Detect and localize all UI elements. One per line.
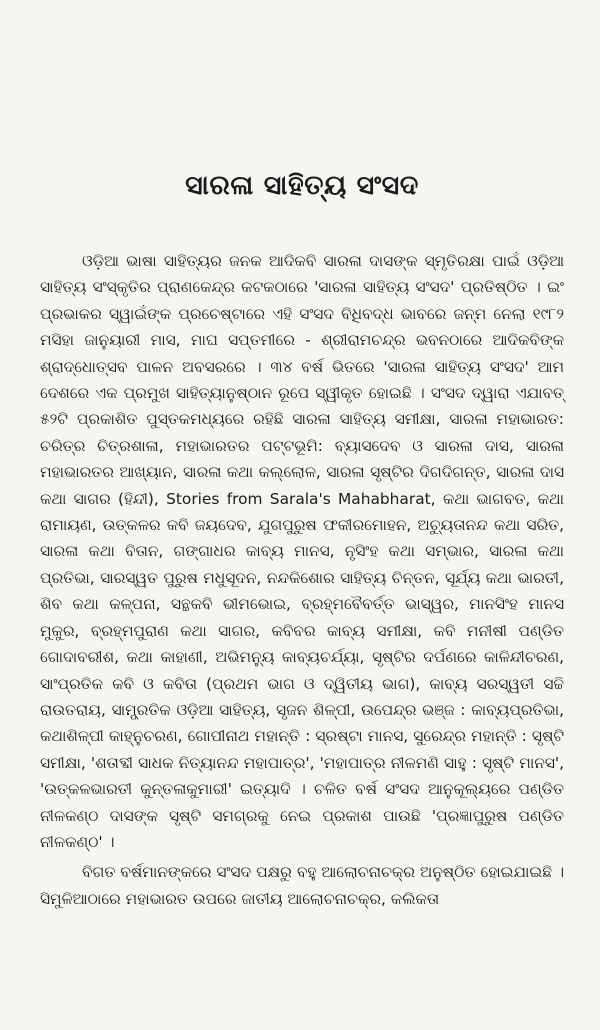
body-text bbox=[40, 248, 564, 912]
chapter-title: ସାରଳା ସାହିତ୍ୟ ସଂସଦ bbox=[185, 170, 419, 201]
paragraph-1: ଓଡ଼ିଆ ଭାଷା ସାହିତ୍ୟର ଜନକ ଆଦିକବି ସାରଳା ଦାସଙ୍କ ସ୍ମୃତିରକ୍ଷା ପାଇଁ ଓଡ଼ିଆ ସାହିତ୍ୟ ସଂସ୍କୃତିର ପ୍ରାଣକେନ୍ଦ୍ର କଟକଠାରେ 'ସାରଳା ସାହିତ୍ୟ ସଂସଦ' ପ୍ରତିଷ୍ଠିତ । ଇଂ ପ୍ରଭାକର ସ୍ୱାଇଁଙ୍କ ପ୍ରଚେଷ୍ଟାରେ ଏହି ସଂସଦ ବିଧିବଦ୍ଧ ଭାବରେ ଜନ୍ମ ନେଲା ୧୯୮୨ ମସିହା ଜାନୁୟାରୀ ମାସ, ମାଘ ସପ୍ତମୀରେ - ଶ୍ରୀରାମଚନ୍ଦ୍ର ଭବନଠାରେ ଆଦିକବିଙ୍କ ଶ୍ରାଦ୍ଧୋତ୍ସବ ପାଳନ ଅବସରରେ । ୩୪ ବର୍ଷ ଭିତରେ 'ସାରଳା ସାହିତ୍ୟ ସଂସଦ' ଆମ ଦେଶରେ ଏକ ପ୍ରମୁଖ ସାହିତ୍ୟାନୁଷ୍ଠାନ ରୂପେ ସ୍ୱୀକୃତ ହୋଇଛି । ସଂସଦ ଦ୍ୱାରା ଏଯାବତ୍ ୫୨ଟି ପ୍ରକାଶିତ ପୁସ୍ତକମଧ୍ୟରେ ରହିଛି ସାରଳା ସାହିତ୍ୟ ସମୀକ୍ଷା, ସାରଳା ମହାଭାରତ: ଚରିତ୍ର ଚିତ୍ରଶାଳା, ମହାଭାରତର ପଟ୍ଟଭୂମି: ବ୍ୟାସଦେବ ଓ ସାରଳା ଦାସ, ସାରଳା ମହାଭାରତର ଆଖ୍ୟାନ, ସାରଳା କଥା କଲ୍ଲୋଳ, ସାରଳା ସୃଷ୍ଟିର ଦିଗଦିଗନ୍ତ, ସାରଳା ଦାସ କଥା ସାଗର (ହିନ୍ଦୀ), Stories from Sarala's Mahabharat, କଥା ଭାଗବତ, କଥା ରାମାୟଣ, ଉତ୍କଳର କବି ଜୟଦେବ, ଯୁଗପୁରୁଷ ଫକୀରମୋହନ, ଅଚ୍ୟୁତାନନ୍ଦ କଥା ସରିତ, ସାରଳା କଥା ବିତାନ, ଗଙ୍ଗାଧର କାବ୍ୟ ମାନସ, ନୃସିଂହ କଥା ସମ୍ଭାର, ସାରଳା କଥା ପ୍ରତିଭା, ସାରସ୍ୱତ ପୁରୁଷ ମଧୁସୂଦନ, ନନ୍ଦକିଶୋର ସାହିତ୍ୟ ଚିନ୍ତନ, ସୂର୍ଯ୍ୟ କଥା ଭାରତୀ, ଶିବ କଥା କଳ୍ପନା, ସନ୍ଥକବି ଭୀମଭୋଇ, ବ୍ରହ୍ମବୈବର୍ତ୍ତ ଭାସ୍ୱର, ମାନସିଂହ ମାନସ ମୁକୁର, ବ୍ରହ୍ମପୁରାଣ କଥା ସାଗର, କବିବର କାବ୍ୟ ସମୀକ୍ଷା, କବି ମନୀଷୀ ପଣ୍ଡିତ ଗୋଦାବରୀଶ, କଥା କାହାଣୀ, ଅଭିମନ୍ୟୁ କାବ୍ୟଚର୍ଯ୍ୟା, ସୃଷ୍ଟିର ଦର୍ପଣରେ କାଳିନ୍ଦୀଚରଣ, ସାଂପ୍ରତିକ କବି ଓ କବିତା (ପ୍ରଥମ ଭାଗ ଓ ଦ୍ୱିତୀୟ ଭାଗ), କାବ୍ୟ ସରସ୍ୱତୀ ସଚ୍ଚି ରାଉତରାୟ, ସାମ୍ପ୍ରତିକ ଓଡ଼ିଆ ସାହିତ୍ୟ, ସୃଜନ ଶିଳ୍ପୀ, ଉପେନ୍ଦ୍ର ଭଞ୍ଜ : କାବ୍ୟପ୍ରତିଭା, କଥାଶିଳ୍ପୀ କାହ୍ନୁଚରଣ, ଗୋପୀନାଥ ମହାନ୍ତି : ସ୍ରଷ୍ଟା ମାନସ, ସୁରେନ୍ଦ୍ର ମହାନ୍ତି : ସୃଷ୍ଟି ସମୀକ୍ଷା, 'ଶତାବ୍ଦୀ ସାଧକ ନିତ୍ୟାନନ୍ଦ ମହାପାତ୍ର', 'ମହାପାତ୍ର ନୀଳମଣି ସାହୁ : ସୃଷ୍ଟି ମାନସ', 'ଉତ୍କଳଭାରତୀ କୁନ୍ତଳାକୁମାରୀ' ଇତ୍ୟାଦି । ଚଳିତ ବର୍ଷ ସଂସଦ ଆନୁକୂଲ୍ୟରେ ପଣ୍ଡିତ ନୀଳକଣ୍ଠ ଦାସଙ୍କ ସୃଷ୍ଟି ସମଗ୍ରକୁ ନେଇ ପ୍ରକାଶ ପାଉଛି 'ପ୍ରଜ୍ଞାପୁରୁଷ ପଣ୍ଡିତ ନୀଳକଣ୍ଠ' । bbox=[40, 252, 564, 851]
paragraph-2: ବିଗତ ବର୍ଷମାନଙ୍କରେ ସଂସଦ ପକ୍ଷରୁ ବହୁ ଆଲୋଚନାଚକ୍ର ଅନୁଷ୍ଠିତ ହୋଇଯାଇଛି । ସିମୁଳିଆଠାରେ ମହାଭାରତ ଉପରେ ଜାତୀୟ ଆଲୋଚନାଚକ୍ର, କଲିକତା bbox=[40, 863, 564, 908]
